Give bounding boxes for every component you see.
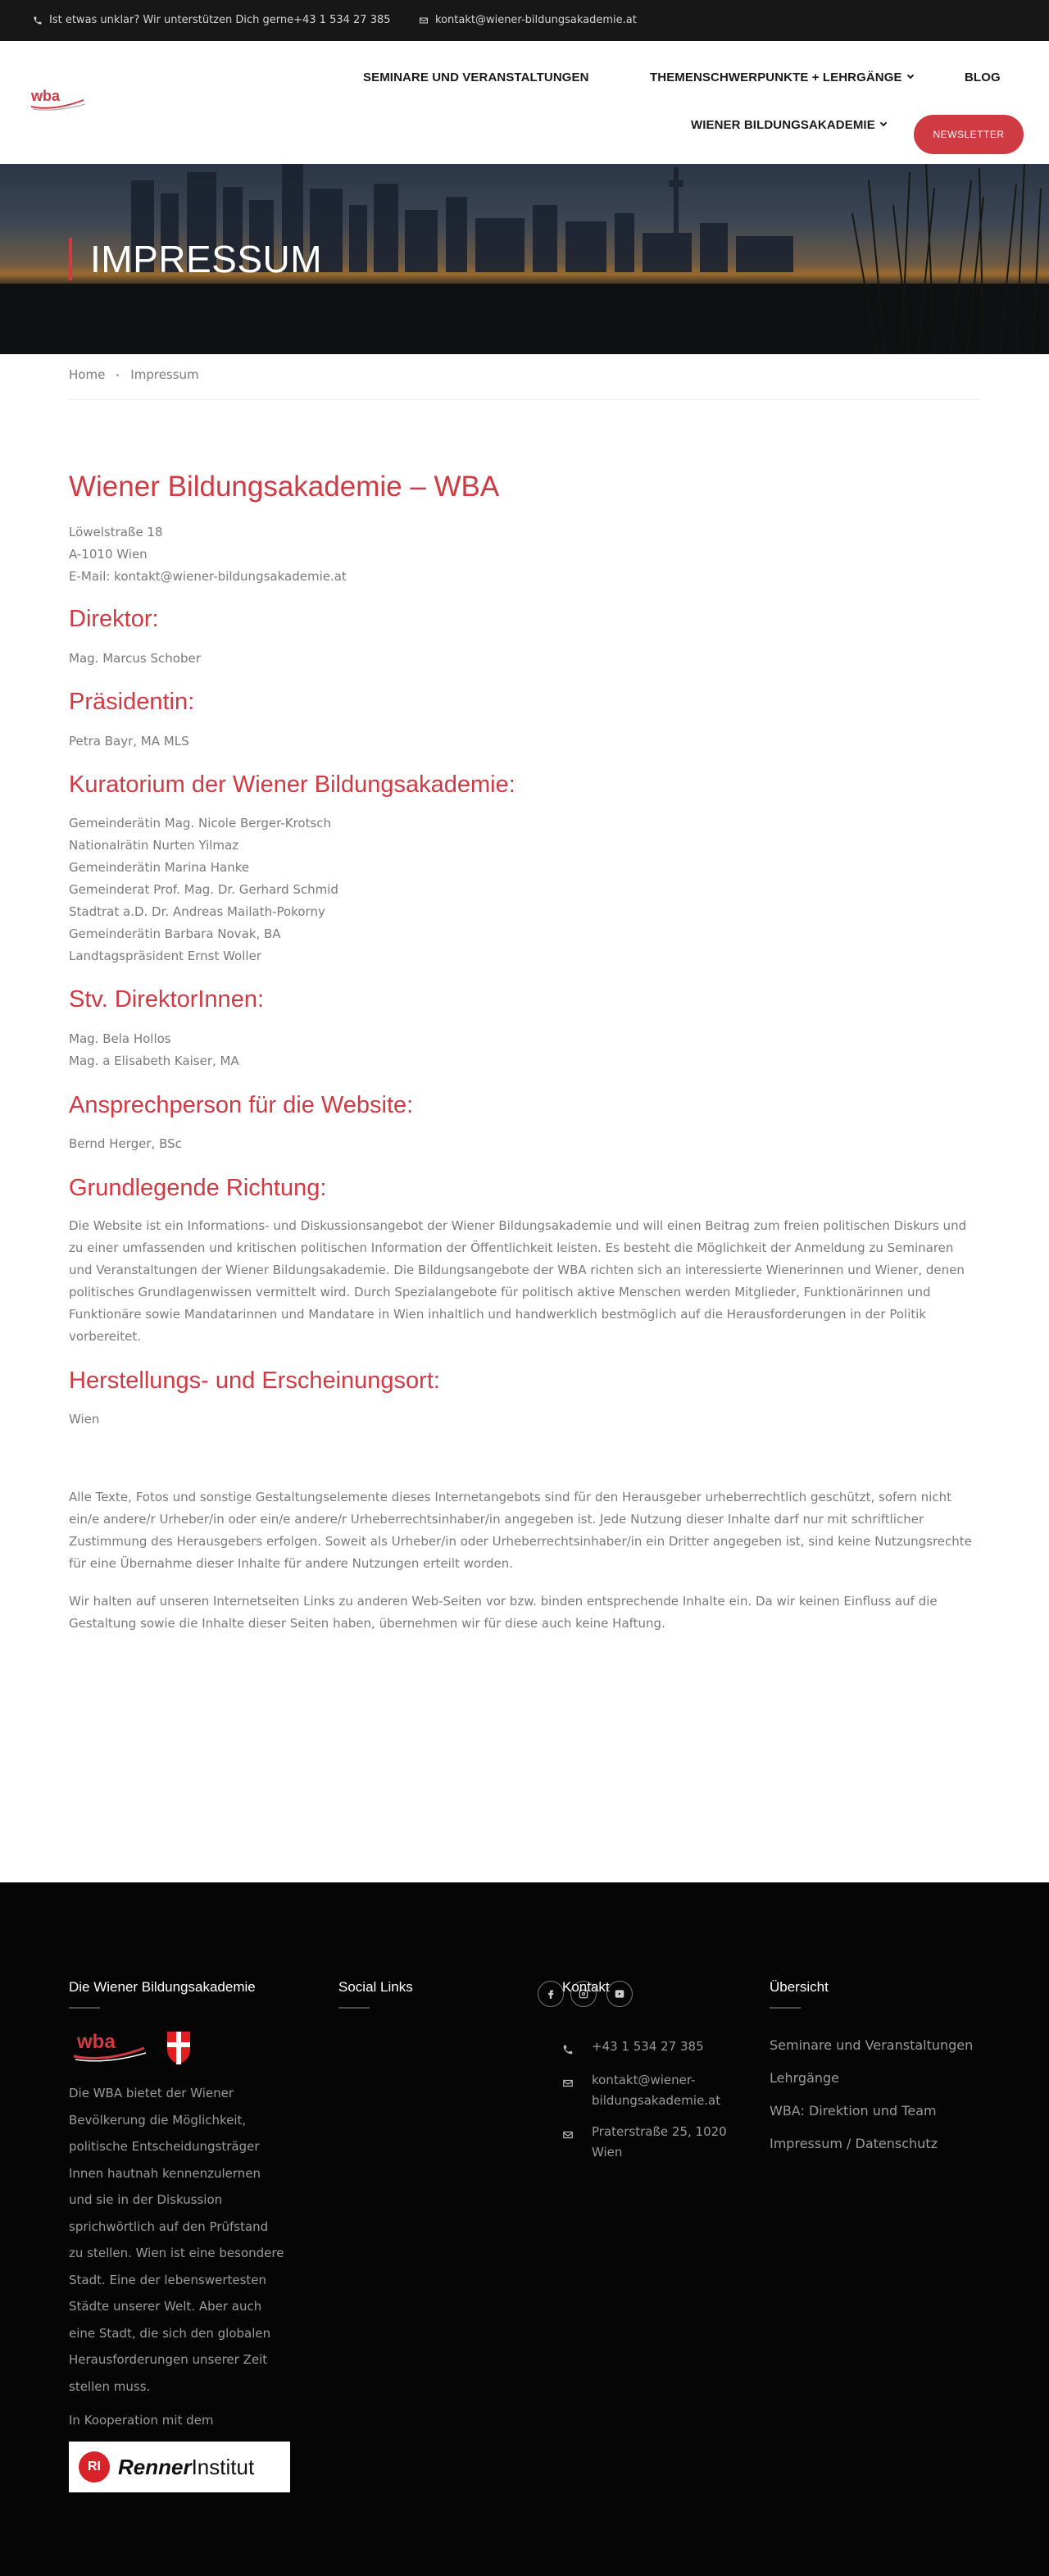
footer-address-line2: Wien [592,2145,623,2160]
copyright-text: Alle Texte, Fotos und sonstige Gestaltungselemente dieses Internetangebots sind für den Herausgeber urheberrechtlich geschützt, sofern nicht ein/e andere/r Urheber/in oder ein/e andere/r Urheberrechtsinhaber/in angegeben ist. Jede Nutzung dieser Inhalte darf nur mit schriftlicher Zustimmung des Herausgebers erfolgen. Soweit als Urheber/in oder Urheberrechtsinhaber/in ein Dritter angegeben ist, sind keine Nutzungsrechte für eine Übernahme dieser Inhalte für andere Nutzungen erteilt worden. [69,1490,972,1571]
cooperation-label: In Kooperation mit dem [69,2413,214,2428]
wba-wien-logo [69,2028,200,2064]
footer-about-line: Stadt. Eine der lebenswertesten [69,2272,267,2287]
topbar-help-text: Ist etwas unklar? Wir unterstützen Dich gerne+43 1 534 27 385 [49,14,391,26]
footer-logos [69,2028,200,2068]
person-name: Mag. a Elisabeth Kaiser, MA [69,1054,239,1068]
phone-icon [33,16,43,25]
envelope-icon [562,2127,574,2138]
footer-social-title: Social Links [338,1979,413,1995]
youtube-icon[interactable] [606,1981,633,2007]
site-header [0,41,1049,164]
renner-wordmark [118,2455,254,2480]
nav-themen-label: THEMENSCHWERPUNKTE + LEHRGÄNGE [650,71,902,84]
footer-about-line: politische Entscheidungsträger [69,2139,260,2154]
ort-heading: Herstellungs- und Erscheinungsort: [69,1368,440,1394]
wba-logo[interactable] [30,87,87,115]
footer-cooperation-text [69,2407,214,2434]
footer-email-line1: kontakt@wiener- [592,2073,696,2087]
renner-badge: RI [79,2451,110,2483]
praesidentin-heading: Präsidentin: [69,689,195,715]
renner-institut-logo[interactable] [69,2442,290,2492]
person-name: Mag. Marcus Schober [69,651,201,666]
footer-about-text [69,2080,284,2400]
stv-heading: Stv. DirektorInnen: [69,986,265,1013]
page-title: IMPRESSUM [69,238,322,280]
envelope-icon [419,16,429,25]
links-disclaimer-text: Wir halten auf unseren Internetseiten Links zu anderen Web-Seiten vor bzw. binden entsprechende Inhalte ein. Da wir keinen Einfluss auf die Gestaltung sowie die Inhalte dieser Seiten haben, übernehmen wir für diese auch keine Haftung. [69,1594,938,1631]
footer-about-line: Herausforderungen unserer Zeit [69,2352,268,2367]
nav-seminare[interactable]: SEMINARE UND VERANSTALTUNGEN [363,71,589,84]
facebook-icon[interactable] [538,1981,564,2007]
stv-list [69,1028,239,1072]
person-name: Gemeinderat Prof. Mag. Dr. Gerhard Schmid [69,882,338,897]
topbar-email-text: kontakt@wiener-bildungsakademie.at [435,14,637,26]
breadcrumb-current: Impressum [130,367,199,382]
ansprechperson-heading: Ansprechperson für die Website: [69,1092,414,1118]
footer-about-line: sprichwörtlich auf den Prüfstand [69,2219,269,2234]
site-footer [0,1882,1049,2576]
footer-about-line: stellen muss. [69,2378,151,2394]
top-bar [0,0,1049,41]
footer-phone-text: +43 1 534 27 385 [592,2039,704,2054]
address-line[interactable]: E-Mail: kontakt@wiener-bildungsakademie.at [69,569,347,584]
footer-about-line: eine Stadt, die sich den globalen [69,2325,271,2341]
logo-text: wba [31,88,61,104]
breadcrumb-separator [116,374,119,376]
footer-link-direktion[interactable]: WBA: Direktion und Team [770,2103,937,2119]
footer-title-underline [338,2007,370,2009]
praesidentin-list [69,730,189,753]
person-name: Bernd Herger, BSc [69,1136,182,1151]
nav-wba-label: WIENER BILDUNGSAKADEMIE [691,118,875,132]
person-name: Stadtrat a.D. Dr. Andreas Mailath-Pokorny [69,904,325,919]
footer-about-line: zu stellen. Wien ist eine besondere [69,2246,284,2260]
renner-rest: Institut [191,2454,255,2479]
hero-banner [0,164,1049,354]
chevron-down-icon [880,120,887,126]
topbar-email[interactable] [419,14,637,26]
footer-logo-text: wba [77,2031,116,2053]
footer-about-line: Bevölkerung die Möglichkeit, [69,2112,247,2128]
person-name: Gemeinderätin Barbara Novak, BA [69,926,281,941]
envelope-icon [562,2075,574,2087]
person-name: Mag. Bela Hollos [69,1031,171,1046]
ansprechperson-list [69,1133,182,1155]
address-line: Löwelstraße 18 [69,525,163,539]
footer-about-line: und sie in der Diskussion [69,2192,223,2207]
kuratorium-list [69,812,338,967]
person-name: Gemeinderätin Marina Hanke [69,860,250,875]
kuratorium-heading: Kuratorium der Wiener Bildungsakademie: [69,771,515,798]
footer-address-line1: Praterstraße 25, 1020 [592,2124,727,2139]
address-block [69,521,347,588]
footer-link-impressum[interactable]: Impressum / Datenschutz [770,2136,938,2151]
breadcrumb-home[interactable]: Home [69,367,106,382]
person-name: Nationalrätin Nurten Yilmaz [69,838,239,853]
direktor-list [69,648,201,670]
richtung-heading: Grundlegende Richtung: [69,1175,327,1201]
newsletter-button[interactable]: NEWSLETTER [914,115,1024,154]
footer-about-line: Die WBA bietet der Wiener [69,2086,234,2100]
person-name: Gemeinderätin Mag. Nicole Berger-Krotsch [69,816,332,831]
breadcrumb-divider [69,399,980,400]
phone-icon [562,2041,574,2053]
footer-kontakt-title: Kontakt [562,1979,610,1995]
footer-link-seminare[interactable]: Seminare und Veranstaltungen [770,2037,974,2053]
footer-about-title: Die Wiener Bildungsakademie [69,1979,256,1995]
wba-logo-mark [30,87,87,112]
person-name: Landtagspräsident Ernst Woller [69,949,261,963]
chevron-down-icon [906,72,913,79]
nav-blog[interactable]: BLOG [965,71,1001,84]
address-line: A-1010 Wien [69,547,148,562]
renner-bold: Renner [118,2454,192,2479]
topbar-help[interactable] [33,14,391,26]
richtung-text: Die Website ist ein Informations- und Diskussionsangebot der Wiener Bildungsakademie und will einen Beitrag zum freien politischen Diskurs und zu einer umfassenden und kritischen politischen Information der Öffentlichkeit leisten. Es besteht die Möglichkeit der Anmeldung zu Seminaren und Veranstaltungen der Wiener Bildungsakademie. Die Bildungsangebote der WBA richten sich an interessierte Wienerinnen und Wiener, denen politisches Grundlagenwissen vermittelt wird. Durch Spezialangebote für politisch aktive Menschen werden Mitglieder, Funktionärinnen und Funktionäre sowie Mandatarinnen und Mandatare in Wien inhaltlich und handwerklich bestmöglich auf die Herausforderungen in der Politik vorbereitet. [69,1218,967,1344]
nav-wiener-bildungsakademie[interactable] [691,118,886,132]
footer-uebersicht-title: Übersicht [770,1979,829,1995]
footer-title-underline [770,2007,801,2009]
direktor-heading: Direktor: [69,606,159,632]
person-name: Petra Bayr, MA MLS [69,734,189,749]
ort-value: Wien [69,1412,100,1427]
footer-about-line: Innen hautnah kennenzulernen [69,2165,261,2181]
footer-about-line: Städte unserer Welt. Aber auch [69,2299,262,2314]
nav-themenschwerpunkte[interactable] [650,71,913,84]
impressum-title: Wiener Bildungsakademie – WBA [69,471,500,503]
ort-text [69,1409,99,1431]
footer-title-underline [69,2007,100,2009]
footer-email-line2: bildungsakademie.at [592,2093,721,2108]
breadcrumb [69,367,199,382]
footer-link-lehrgaenge[interactable]: Lehrgänge [770,2070,840,2086]
